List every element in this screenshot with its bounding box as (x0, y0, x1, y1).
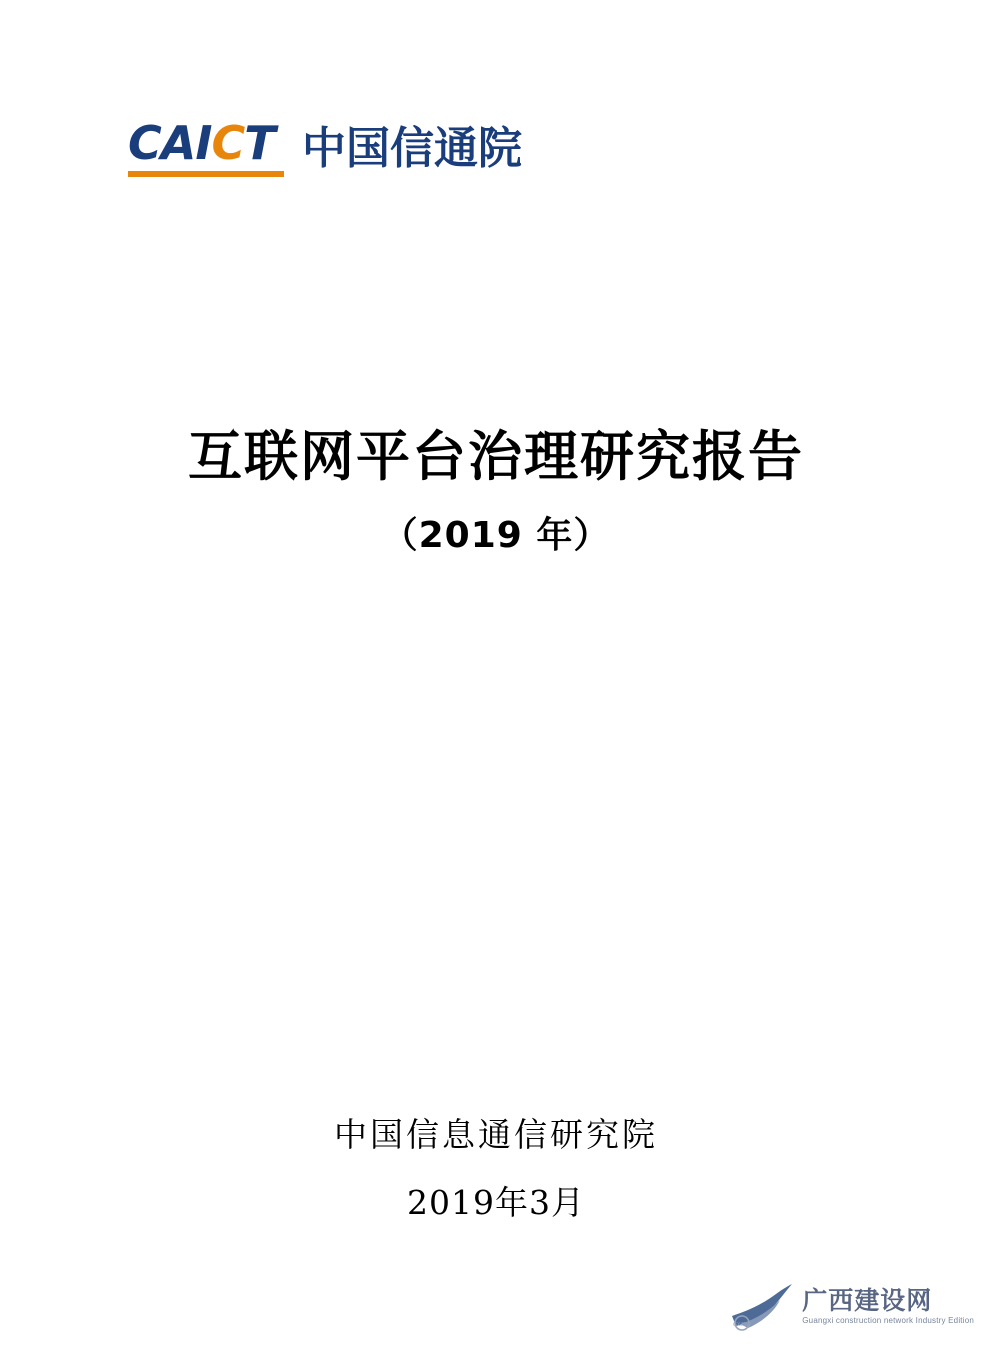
logo-mark (128, 116, 284, 177)
publication-date: 2019年3月 (407, 1182, 585, 1222)
document-title: 互联网平台治理研究报告 (188, 425, 804, 488)
logo-underline-bar (128, 171, 284, 177)
title-block (0, 425, 992, 557)
logo-acronym-part1: CAI (128, 116, 212, 170)
logo-acronym-part3: T (244, 116, 275, 170)
publisher-block (0, 1110, 992, 1227)
watermark-chinese: 广西建设网 (802, 1286, 933, 1316)
watermark (730, 1282, 974, 1332)
document-subtitle: （2019 年） (381, 514, 611, 556)
publisher-name: 中国信息通信研究院 (334, 1115, 658, 1154)
caict-logo (128, 116, 522, 177)
watermark-text (802, 1288, 974, 1326)
logo-chinese-name: 中国信通院 (302, 123, 522, 174)
watermark-english: Guangxi construction network Industry Edition (802, 1316, 974, 1326)
svg-text:GXJSW: GXJSW (733, 1322, 752, 1328)
logo-acronym-part2: C (211, 116, 245, 170)
logo-acronym (128, 116, 275, 170)
star-icon (730, 1282, 796, 1332)
